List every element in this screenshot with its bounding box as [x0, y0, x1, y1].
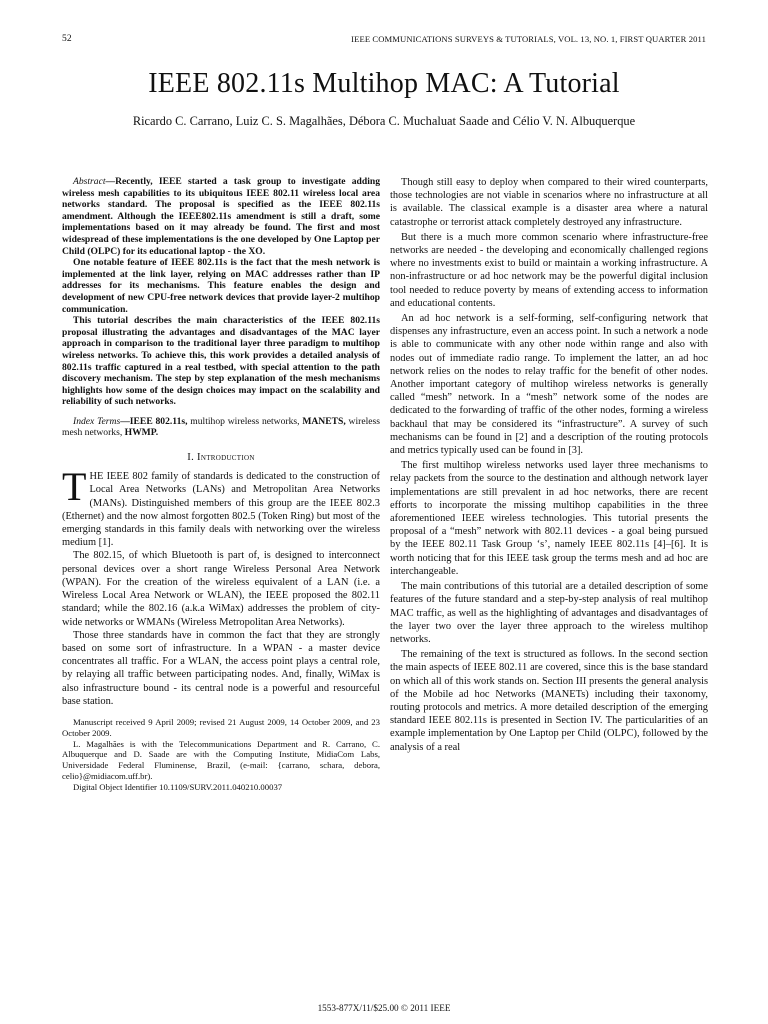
abstract-paragraph-3: This tutorial describes the main characteristics of the IEEE 802.11s proposal illustrating the advantages and disadvantages of the MAC layer approach in comparison to the traditional layer three paradigm to multihop wireless networks. To achieve this, this work provides a detailed analysis of 802.11s traffic captured in a real testbed, with special attention to the path discovery mechanism. The step by step explanation of the mesh mechanisms highlights how some of the design choices may impact on the scalability and reliability of such networks.: [62, 315, 380, 408]
abstract-paragraph-2: One notable feature of IEEE 802.11s is the fact that the mesh network is implemented at the link layer, relying on MAC addresses rather than IP addresses for its mechanisms. This feature enables the design and development of new CPU-free network devices that provide layer-2 multihop communication.: [62, 257, 380, 315]
index-terms: [62, 416, 380, 439]
footnote-affiliation: L. Magalhães is with the Telecommunications Department and R. Carrano, C. Albuquerque and D. Saade are with the Computing Institute, MidiaCom Labs, Universidade Federal Fluminense, Brazil, (e-mail: {carrano, schara, debora, celio}@midiacom.uff.br).: [62, 738, 380, 781]
body-paragraph-2: But there is a much more common scenario where infrastructure-free networks are needed - the developing and economically challenged regions where no investments exist to build or maintain a working infrastructure. A non-infrastructure or ad hoc network may be the powerful digital inclusion tool needed to reduce poverty by means of extending access to information and educational contents.: [390, 231, 708, 309]
body-paragraph-4: The first multihop wireless networks used layer three mechanisms to relay packets from the source to the destination and although network layer implementations are still prevalent in ad hoc networks, there are recent efforts to incorporate the missing multihop capabilities in the three aforementioned IEEE wireless technologies. This tutorial presents the proposal of a “mesh” network with 802.11 devices - a goal being pursued by the IEEE 802.11 Task Group ‘s’, namely IEEE 802.11s [4]–[6]. It is worth noticing that for this IEEE task group the terms mesh and ad hoc are interchangeable.: [390, 460, 708, 577]
copyright-footer: 1553-877X/11/$25.00 © 2011 IEEE: [317, 1003, 451, 1013]
running-header: [62, 34, 706, 48]
intro-paragraph-2: The 802.15, of which Bluetooth is part of, is designed to interconnect personal devices over a short range Wireless Personal Area Network (WPAN). For the creation of the wireless equivalent of a LAN (i.e. a Wireless Local Area Network or WLAN), the IEEE proposed the 802.11 standard; while the 802.16 (a.k.a WiMax) addresses the problem of city-wide networks or WMANs (Wireless Metropolitan Area Networks).: [62, 550, 380, 628]
index-terms-label: Index Terms: [73, 415, 121, 427]
abstract-paragraph-1: [62, 176, 380, 257]
body-paragraph-1: Though still easy to deploy when compared to their wired counterparts, those technologies are not viable in scenarios where no infrastructure at all is available. The classical example is a disaster area where a natural catastrophe or terrorist attack completely destroyed any infrastructure.: [390, 177, 708, 228]
drop-cap: T: [62, 464, 87, 510]
footnote-doi: Digital Object Identifier 10.1109/SURV.2011.040210.00037: [73, 781, 283, 792]
abstract-label: Abstract: [73, 176, 106, 187]
index-term-3: MANETS,: [302, 415, 346, 427]
index-term-1: IEEE 802.11s,: [129, 415, 188, 427]
body-paragraph-5: The main contributions of this tutorial are a detailed description of some features of the future standard and a step-by-step analysis of real multihop MAC traffic, as well as the highlighting of advantages and disadvantages of the layer two over the layer three approach to the wireless multihop networks.: [390, 581, 708, 645]
author-list: Ricardo C. Carrano, Luiz C. S. Magalhães, Débora C. Muchaluat Saade and Célio V. N. Albuquerque: [132, 114, 636, 128]
right-column: [390, 176, 708, 756]
intro-paragraph-3: Those three standards have in common the fact that they are strongly based on some sort of infrastructure. In a WPAN - a master device concentrates all traffic. For a WLAN, the access point plays a central role, by relaying all traffic between participating nodes. And, finally, WiMax is also infrastructure bound - its central node is a powerful and resourceful base station.: [62, 629, 380, 707]
section-title: Introduction: [197, 452, 255, 464]
paper-title: IEEE 802.11s Multihop MAC: A Tutorial: [148, 68, 620, 99]
abstract-text-1: —Recently, IEEE started a task group to investigate adding wireless mesh capabilities to its ubiquitous IEEE 802.11 wireless local area networks standard. The proposal is specified as the IEEE 802.11s amendment. Although the IEEE802.11s amendment is still a draft, some implementations based on it may already be found. The first and most widespread of these implementations is the one developed by One Laptop per Child (OLPC) for its educational laptop - the XO.: [62, 176, 380, 257]
journal-name: IEEE COMMUNICATIONS SURVEYS & TUTORIALS, VOL. 13, NO. 1, FIRST QUARTER 2011: [351, 34, 706, 44]
footnote-manuscript: Manuscript received 9 April 2009; revised 21 August 2009, 14 October 2009, and 23 October 2009.: [62, 716, 380, 738]
body-paragraph-3: An ad hoc network is a self-forming, self-configuring network that dispenses any infrastructure, even an access point. In such a network a node is able to communicate with any other node within range and also with nodes out of immediate radio range. To implement the latter, an ad hoc network relies on the nodes to relay traffic for the benefit of other nodes. Another important category of multihop wireless networks is generally called “mesh” network. In a “mesh” network some of the nodes are dedicated to the forwarding of traffic of the other nodes, forming a wireless backhaul that may be considered its “infrastructure”. A survey of such mechanisms can be found in [2] and a description of the routing protocols and metrics typically used can be found in [3].: [390, 313, 708, 457]
section-number: I.: [187, 452, 198, 464]
section-heading-introduction: [62, 451, 380, 464]
intro-paragraph-1: [62, 464, 380, 549]
left-column: [62, 176, 380, 793]
body-paragraph-6: The remaining of the text is structured as follows. In the second section the main aspects of IEEE 802.11 are covered, since this is the base standard on which all of this work stands on. Section III presents the general analysis of the Mobile ad hoc Networks (MANETs) including their taxonomy, routing protocols and metrics. A more detailed description of the emerging standard IEEE 802.11s is presented in Section IV. The particularities of an example implementation by One Laptop per Child (OLPC), followed by the analysis of a real: [390, 649, 708, 753]
index-terms-dash: —: [120, 415, 130, 427]
index-term-2: multihop wireless networks,: [187, 415, 303, 427]
index-term-5: HWMP.: [124, 427, 159, 439]
page-number: 52: [62, 34, 72, 44]
index-term-4: wireless mesh networks,: [62, 415, 380, 439]
footnotes: [62, 717, 380, 793]
abstract: [62, 176, 380, 408]
intro-text-1: HE IEEE 802 family of standards is dedicated to the construction of Local Area Networks (LANs) and Metropolitan Area Networks (MANs). Distinguished members of this group are the IEEE 802.3 (Ethernet) and the now almost forgotten 802.5 (Token Ring) but most of the emerging standards in this family deals with networking over the wireless medium [1].: [62, 471, 380, 549]
